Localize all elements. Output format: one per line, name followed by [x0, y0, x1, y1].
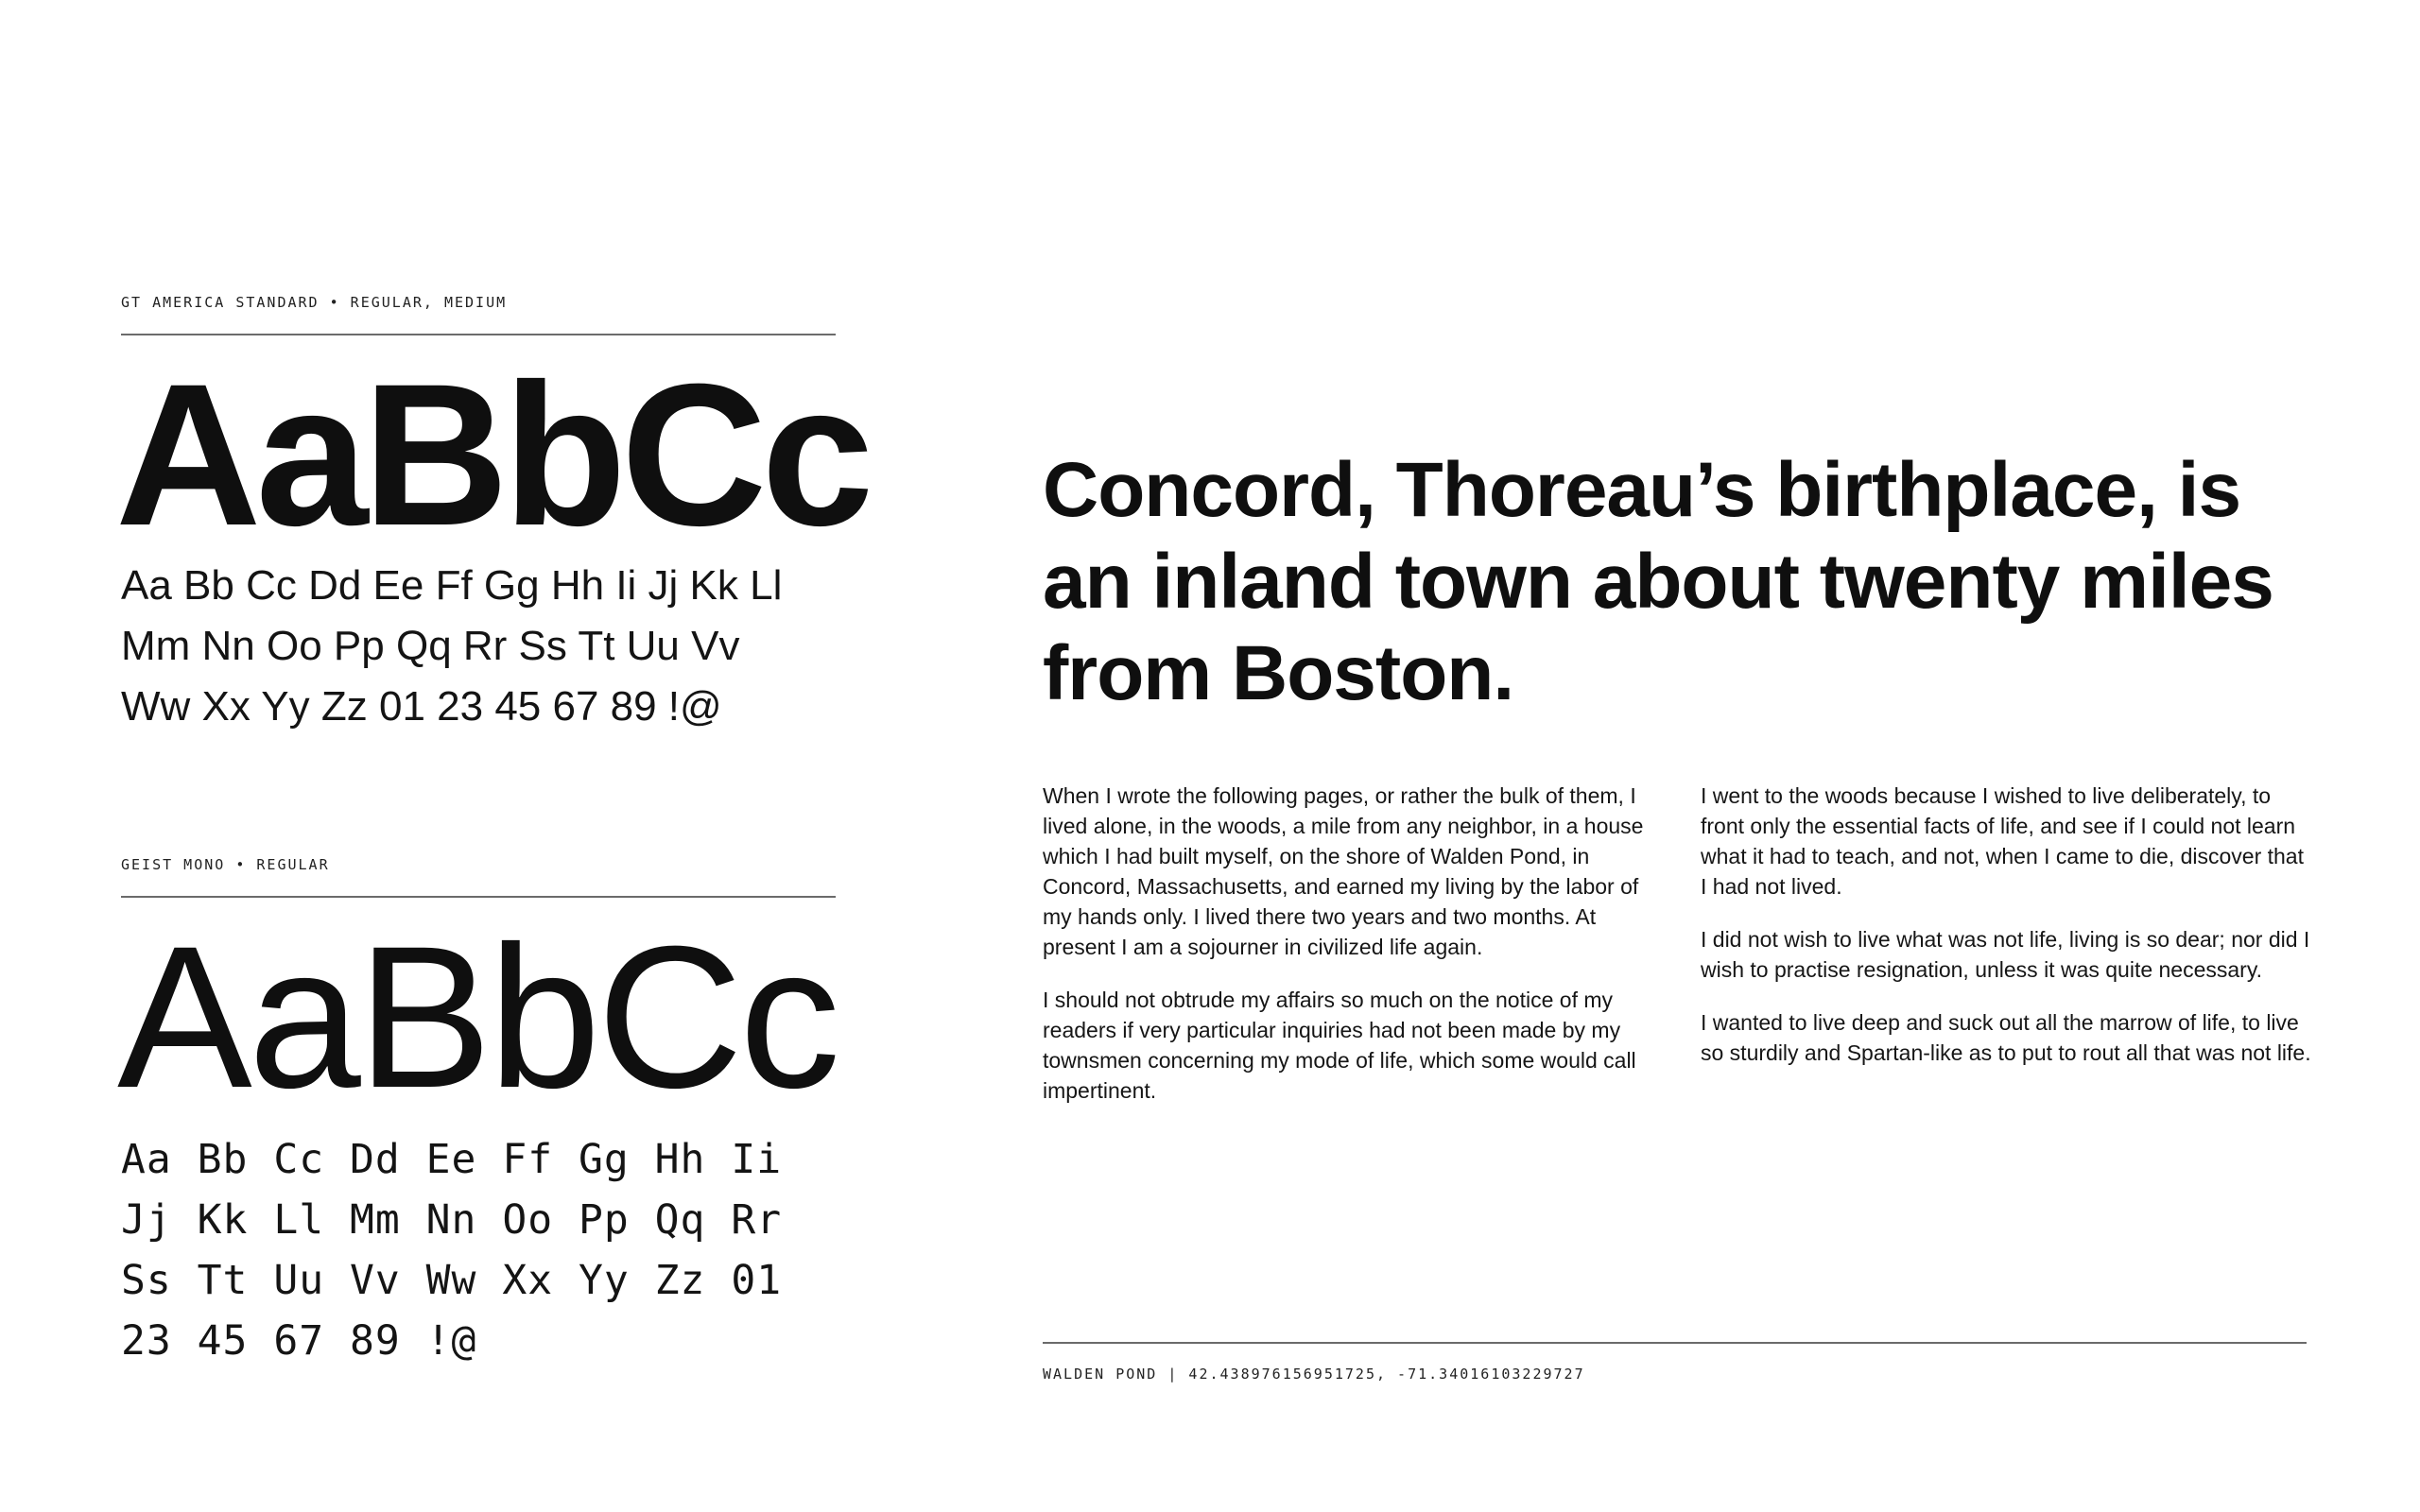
- body-paragraph: I did not wish to live what was not life, living is so dear; nor did I wish to practise resignation, unless it was quite necessary.: [1701, 927, 2310, 982]
- sans-glyph-line: Ww Xx Yy Zz 01 23 45 67 89 !@: [121, 683, 722, 730]
- mono-specimen-divider: [121, 896, 836, 898]
- sans-glyph-set: [121, 556, 858, 737]
- mono-specimen: [117, 855, 838, 1365]
- mono-specimen-label: GEIST MONO • REGULAR: [121, 856, 330, 873]
- sans-glyph-line: Mm Nn Oo Pp Qq Rr Ss Tt Uu Vv: [121, 623, 740, 669]
- mono-glyph-line: Ss Tt Uu Vv Ww Xx Yy Zz 01: [121, 1257, 783, 1304]
- sans-specimen-label: GT AMERICA STANDARD • REGULAR, MEDIUM: [121, 294, 508, 311]
- mono-display-sample: AaBbCc: [117, 904, 838, 1130]
- body-column-left: [1043, 781, 1657, 1128]
- mono-glyph-line: Aa Bb Cc Dd Ee Ff Gg Hh Ii: [121, 1136, 783, 1183]
- footer-divider: [1043, 1342, 2307, 1344]
- body-paragraph: I should not obtrude my affairs so much on the notice of my readers if very particular inquiries had not been made by my townsmen concerning my mode of life, which some would call impertinent.: [1043, 988, 1636, 1103]
- sans-specimen-divider: [121, 334, 836, 335]
- sans-glyph-line: Aa Bb Cc Dd Ee Ff Gg Hh Ii Jj Kk Ll: [121, 562, 783, 609]
- sans-display-sample: AaBbCc: [115, 342, 869, 568]
- body-paragraph: When I wrote the following pages, or rather the bulk of them, I lived alone, in the woods, a mile from any neighbor, in a house which I had built myself, on the shore of Walden Pond, in Concord, Massachusetts, and earned my living by the labor of my hands only. I lived there two years and two months. At present I am a sojourner in civilized life again.: [1043, 783, 1644, 959]
- mono-glyph-line: 23 45 67 89 !@: [121, 1317, 477, 1365]
- headline: Concord, Thoreau’s birthplace, is an inland town about twenty miles from Boston.: [1043, 447, 2273, 716]
- footer-caption: WALDEN POND | 42.438976156951725, -71.34016103229727: [1043, 1366, 1585, 1383]
- body-column-right: [1701, 781, 2315, 1091]
- body-paragraph: I wanted to live deep and suck out all the marrow of life, to live so sturdily and Spartan-like as to put to rout all that was not life.: [1701, 1010, 2311, 1065]
- mono-glyph-set: [121, 1129, 858, 1371]
- body-paragraph: I went to the woods because I wished to live deliberately, to front only the essential facts of life, and see if I could not learn what it had to teach, and not, when I came to die, discover that I had not lived.: [1701, 783, 2304, 899]
- sans-specimen: [115, 293, 869, 730]
- mono-glyph-line: Jj Kk Ll Mm Nn Oo Pp Qq Rr: [121, 1196, 783, 1244]
